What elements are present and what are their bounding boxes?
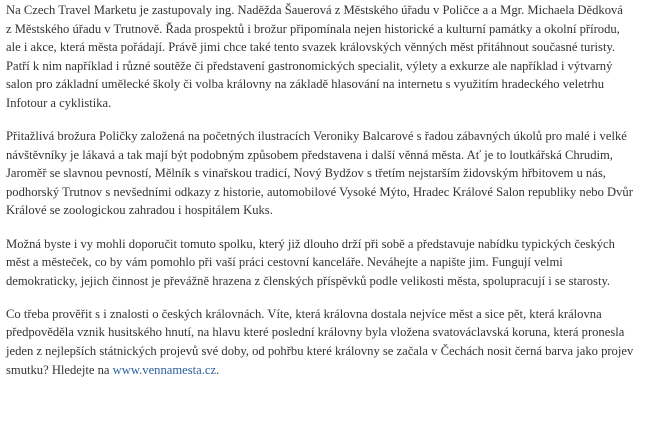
vennamesta-link[interactable]: www.vennamesta.cz bbox=[112, 362, 217, 377]
text-line: měst a městeček, co by vám pomohlo při vaší práci cestovní kanceláře. Neváhejte a napište jim. Fungují velmi bbox=[6, 255, 563, 270]
text-line: Králové se zoologickou zahradou i hospitálem Kuks. bbox=[6, 203, 273, 218]
text-line: předpověděla vznik husitského hnutí, na hlavu které poslední královny byla vložena svatováclavská koruna, která pronesla bbox=[6, 325, 625, 340]
paragraph-recommend bbox=[6, 235, 634, 291]
text-line: Na Czech Travel Marketu je zastupovaly ing. Naděžda Šauerová z Městského úřadu v Poličce a a Mgr. Michaela Dědková bbox=[6, 3, 623, 17]
text-line-with-link bbox=[6, 361, 634, 380]
paragraph-queens-quiz bbox=[6, 305, 634, 379]
text-line: podhorský Trutnov s nevšedními odkazy z historie, automobilové Vysoké Mýto, Hradec Králové Salon republiky nebo Dvůr bbox=[6, 184, 633, 199]
text-line: z Městského úřadu v Trutnově. Řada prospektů i brožur připomínala nejen historické a kulturní památky a okolní přírodu, bbox=[6, 21, 620, 36]
text-line: Infotour a cyklistika. bbox=[6, 95, 112, 110]
article-body bbox=[6, 1, 634, 394]
text-line: Možná byste i vy mohli doporučit tomuto spolku, který již dlouho drží při sobě a představuje nabídku typických českých bbox=[6, 236, 615, 251]
paragraph-brochure bbox=[6, 127, 634, 220]
text-line: salon pro základní umělecké školy či volba královny na základě hlasování na internetu s využitím hradeckého veletrhu bbox=[6, 77, 605, 92]
text-line: Jaroměř se slavnou pevností, Mělník s vinařskou tradicí, Nový Bydžov s třetím nejstarším židovským hřbitovem u nás, bbox=[6, 166, 606, 181]
text-line: demokraticky, jejich činnost je převážně hrazena z členských příspěvků podle velikosti města, spolupracují i se starosty. bbox=[6, 273, 611, 288]
text-line: ale i akce, která města pořádají. Právě jimi chce také tento svazek královských věnných měst přitáhnout současné turisty. bbox=[6, 40, 616, 55]
text-line: Přitažlivá brožura Poličky založená na početných ilustracích Veroniky Balcarové s řadou zábavných úkolů pro malé i velké bbox=[6, 129, 627, 144]
link-trailing-text: . bbox=[216, 362, 220, 377]
paragraph-travel-market bbox=[6, 1, 634, 113]
text-line: jeden z nejlepších státnických projevů své doby, od pohřbu které královny se začala v Čechách nosit černá barva jako projev bbox=[6, 344, 634, 358]
text-line: návštěvníky je lákavá a tak mají být podobným způsobem představena i další věnná města. Ať je to loutkářská Chrudim, bbox=[6, 147, 613, 162]
text-line: Co třeba prověřit s i znalosti o českých královnách. Víte, která královna dostala nejvíce měst a sice pět, která královna bbox=[6, 306, 602, 321]
link-lead-text: smutku? Hledejte na bbox=[6, 362, 113, 377]
text-line: Patří k nim například i různé soutěže či představení gastronomických specialit, výlety a exkurze ale například i výtvarný bbox=[6, 58, 613, 73]
